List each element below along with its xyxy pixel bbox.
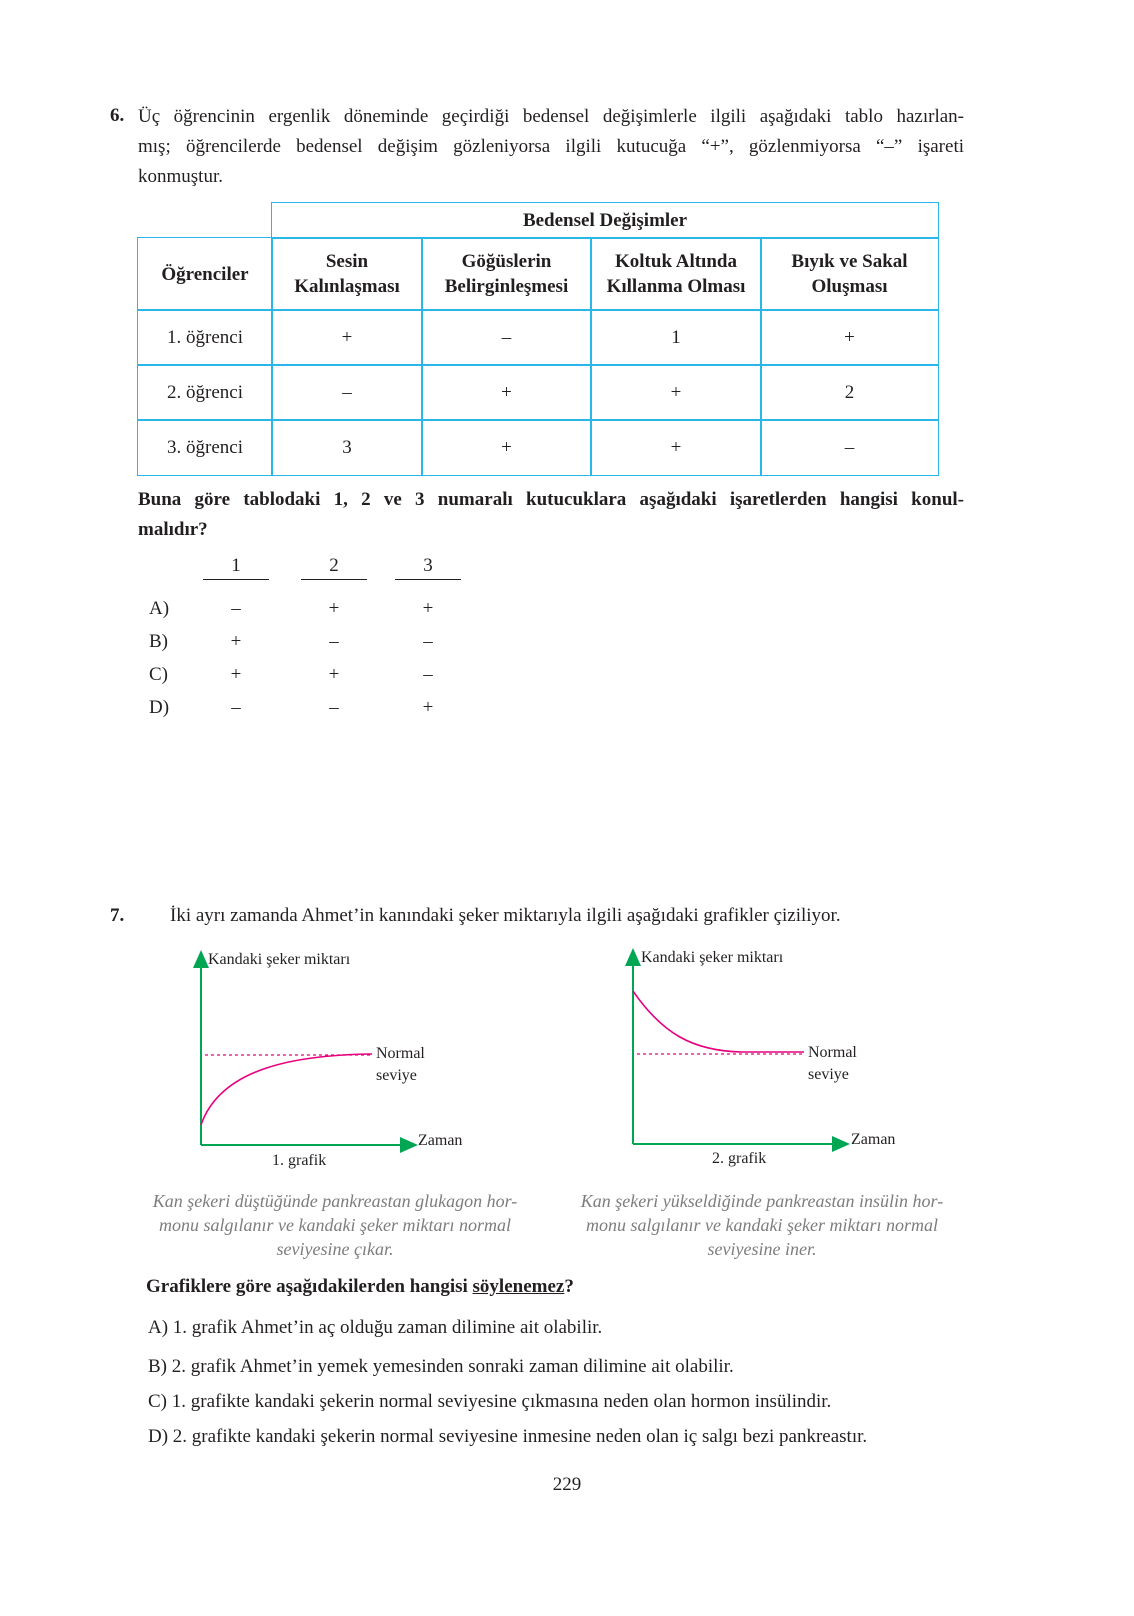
graph-2-y-label: Kandaki şeker miktarı bbox=[641, 949, 784, 966]
table-column-header bbox=[271, 237, 423, 311]
table-row-label: 3. öğrenci bbox=[137, 419, 273, 476]
graph-1-level-label: Normal bbox=[376, 1045, 425, 1062]
table-cell: – bbox=[760, 419, 939, 476]
graph-1-x-label: Zaman bbox=[418, 1132, 463, 1149]
caption-line: monu salgılanır ve kandaki şeker miktarı normal bbox=[159, 1215, 511, 1235]
table-cell: + bbox=[421, 419, 592, 476]
question-6-stem bbox=[138, 102, 964, 192]
column-underline bbox=[395, 579, 461, 580]
option-value: – bbox=[423, 631, 433, 652]
table-cell: 2 bbox=[760, 364, 939, 421]
column-underline bbox=[301, 579, 367, 580]
option-value: + bbox=[422, 598, 434, 619]
graph-1 bbox=[180, 950, 480, 1155]
table-cell: – bbox=[271, 364, 423, 421]
option-value: + bbox=[230, 631, 242, 652]
graph-1-level-label: seviye bbox=[376, 1067, 417, 1084]
table-row-header: Öğrenciler bbox=[137, 237, 273, 311]
table-column-header bbox=[421, 237, 592, 311]
answer-c[interactable]: C) 1. grafikte kandaki şekerin normal seviyesine çıkmasına neden olan hormon insülindir. bbox=[148, 1391, 832, 1412]
option-a-label[interactable]: A) bbox=[149, 598, 170, 619]
table-cell: 1 bbox=[590, 309, 762, 366]
option-value: + bbox=[230, 664, 242, 685]
column-header-line: Koltuk Altında bbox=[615, 251, 737, 272]
table-cell: + bbox=[760, 309, 939, 366]
caption-line: monu salgılanır ve kandaki şeker miktarı normal bbox=[586, 1215, 938, 1235]
question-7-prompt bbox=[146, 1276, 574, 1298]
sugar-curve bbox=[633, 991, 804, 1052]
graph-2 bbox=[612, 948, 912, 1153]
table-cell: + bbox=[271, 309, 423, 366]
question-7-intro: İki ayrı zamanda Ahmet’in kanındaki şeker miktarıyla ilgili aşağıdaki grafikler çiziliyor. bbox=[170, 905, 841, 926]
table-row-label: 2. öğrenci bbox=[137, 364, 273, 421]
answer-a[interactable]: A) 1. grafik Ahmet’in aç olduğu zaman dilimine ait olabilir. bbox=[148, 1317, 603, 1338]
caption-line: seviyesine çıkar. bbox=[276, 1239, 394, 1259]
sugar-curve bbox=[201, 1054, 372, 1125]
table-cell: + bbox=[421, 364, 592, 421]
graph-2-level-label: Normal bbox=[808, 1044, 857, 1061]
question-6-line-1: Üç öğrencinin ergenlik döneminde geçirdiği bedensel değişimlerle ilgili aşağıdaki tablo hazırlan- bbox=[138, 106, 964, 127]
question-6-number: 6. bbox=[110, 105, 125, 126]
graph-2-caption bbox=[557, 1189, 967, 1261]
prompt-text: Grafiklere göre aşağıdakilerden hangisi bbox=[146, 1276, 473, 1297]
option-value: + bbox=[328, 598, 340, 619]
question-6-prompt-line-2: malıdır? bbox=[138, 519, 208, 540]
column-underline bbox=[203, 579, 269, 580]
table-cell: + bbox=[590, 419, 762, 476]
table-cell: – bbox=[421, 309, 592, 366]
column-header-line: Kalınlaşması bbox=[294, 276, 400, 297]
graph-1-caption bbox=[130, 1189, 540, 1261]
question-6-prompt-line-1: Buna göre tablodaki 1, 2 ve 3 numaralı kutucuklara aşağıdaki işaretlerden hangisi konul- bbox=[138, 489, 964, 510]
page-number: 229 bbox=[552, 1474, 582, 1495]
column-header-line: Belirginleşmesi bbox=[444, 276, 569, 297]
column-header-line: Sesin bbox=[325, 251, 369, 272]
option-value: – bbox=[231, 598, 241, 619]
table-column-header bbox=[590, 237, 762, 311]
answer-d[interactable]: D) 2. grafikte kandaki şekerin normal seviyesine inmesine neden olan iç salgı bezi pankreastır. bbox=[148, 1426, 868, 1447]
table-cell: + bbox=[590, 364, 762, 421]
option-value: – bbox=[423, 664, 433, 685]
column-header-line: Kıllanma Olması bbox=[606, 276, 746, 297]
option-column-header: 3 bbox=[423, 555, 433, 576]
table-group-header: Bedensel Değişimler bbox=[271, 202, 939, 239]
graph-2-level-label: seviye bbox=[808, 1066, 849, 1083]
option-column-header: 2 bbox=[329, 555, 339, 576]
caption-line: Kan şekeri yükseldiğinde pankreastan insülin hor- bbox=[580, 1191, 944, 1211]
table-row-label: 1. öğrenci bbox=[137, 309, 273, 366]
graph-1-y-label: Kandaki şeker miktarı bbox=[208, 951, 351, 968]
column-header-line: Bıyık ve Sakal bbox=[791, 251, 908, 272]
option-value: – bbox=[329, 697, 339, 718]
option-value: + bbox=[328, 664, 340, 685]
option-c-label[interactable]: C) bbox=[149, 664, 168, 685]
question-6-prompt bbox=[138, 485, 964, 545]
prompt-suffix: ? bbox=[564, 1276, 574, 1297]
table-column-header bbox=[760, 237, 939, 311]
table-cell: 3 bbox=[271, 419, 423, 476]
question-7-number: 7. bbox=[110, 905, 125, 926]
question-6-line-3: konmuştur. bbox=[138, 166, 223, 187]
option-value: – bbox=[231, 697, 241, 718]
option-column-header: 1 bbox=[231, 555, 241, 576]
graph-2-x-label: Zaman bbox=[851, 1131, 896, 1148]
caption-line: seviyesine iner. bbox=[707, 1239, 817, 1259]
option-value: – bbox=[329, 631, 339, 652]
graph-2-title: 2. grafik bbox=[712, 1150, 767, 1167]
answer-b[interactable]: B) 2. grafik Ahmet’in yemek yemesinden sonraki zaman dilimine ait olabilir. bbox=[148, 1356, 734, 1377]
prompt-emphasis: söylenemez bbox=[472, 1276, 565, 1297]
option-b-label[interactable]: B) bbox=[149, 631, 168, 652]
column-header-line: Göğüslerin bbox=[461, 251, 552, 272]
column-header-line: Oluşması bbox=[811, 276, 888, 297]
option-value: + bbox=[422, 697, 434, 718]
caption-line: Kan şekeri düştüğünde pankreastan glukagon hor- bbox=[152, 1191, 518, 1211]
option-d-label[interactable]: D) bbox=[149, 697, 170, 718]
question-6-line-2: mış; öğrencilerde bedensel değişim gözleniyorsa ilgili kutucuğa “+”, gözlenmiyorsa “–” işareti bbox=[138, 136, 964, 157]
graph-1-title: 1. grafik bbox=[272, 1152, 327, 1169]
